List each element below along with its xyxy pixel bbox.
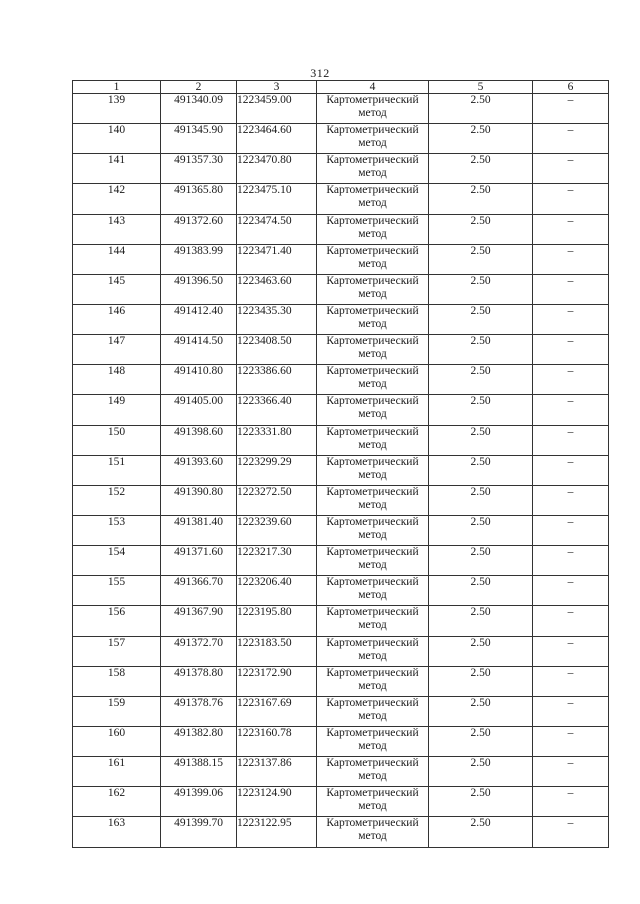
point-number: 156	[73, 606, 161, 636]
coordinate-x: 491345.90	[161, 124, 237, 154]
accuracy-value: 2.50	[429, 365, 533, 395]
method-cell	[317, 154, 429, 184]
header-col-1: 1	[73, 81, 161, 94]
note-dash: –	[533, 576, 609, 606]
method-line-1: Картометрический	[326, 606, 419, 619]
method-cell	[317, 304, 429, 334]
coordinate-y: 1223408.50	[237, 335, 317, 365]
point-number: 146	[73, 304, 161, 334]
point-number: 154	[73, 546, 161, 576]
note-dash: –	[533, 696, 609, 726]
method-line-1: Картометрический	[326, 94, 419, 106]
method-line-1: Картометрический	[326, 425, 419, 438]
method-line-1: Картометрический	[326, 244, 419, 257]
coordinate-y: 1223386.60	[237, 365, 317, 395]
table-row	[73, 787, 609, 817]
coordinate-x: 491378.76	[161, 696, 237, 726]
coordinate-x: 491390.80	[161, 485, 237, 515]
method-cell	[317, 365, 429, 395]
method-line-2: метод	[358, 438, 387, 451]
coordinate-x: 491405.00	[161, 395, 237, 425]
table-row	[73, 817, 609, 847]
note-dash: –	[533, 485, 609, 515]
accuracy-value: 2.50	[429, 485, 533, 515]
coordinate-y: 1223474.50	[237, 214, 317, 244]
accuracy-value: 2.50	[429, 546, 533, 576]
coordinate-y: 1223239.60	[237, 515, 317, 545]
table-row	[73, 696, 609, 726]
coordinate-x: 491378.80	[161, 666, 237, 696]
note-dash: –	[533, 606, 609, 636]
method-cell	[317, 666, 429, 696]
note-dash: –	[533, 425, 609, 455]
table-row	[73, 576, 609, 606]
accuracy-value: 2.50	[429, 726, 533, 756]
coordinate-x: 491396.50	[161, 274, 237, 304]
coordinate-y: 1223160.78	[237, 726, 317, 756]
point-number: 148	[73, 365, 161, 395]
point-number: 161	[73, 757, 161, 787]
table-row	[73, 395, 609, 425]
coordinate-y: 1223470.80	[237, 154, 317, 184]
coordinate-y: 1223172.90	[237, 666, 317, 696]
method-line-2: метод	[358, 679, 387, 692]
note-dash: –	[533, 335, 609, 365]
coordinate-y: 1223475.10	[237, 184, 317, 214]
table-row	[73, 214, 609, 244]
header-col-4: 4	[317, 81, 429, 94]
method-line-1: Картометрический	[326, 666, 419, 679]
coordinate-x: 491399.70	[161, 817, 237, 847]
note-dash: –	[533, 304, 609, 334]
method-line-2: метод	[358, 348, 387, 361]
method-line-1: Картометрический	[326, 214, 419, 227]
coordinate-x: 491383.99	[161, 244, 237, 274]
coordinate-x: 491381.40	[161, 515, 237, 545]
method-line-1: Картометрический	[326, 636, 419, 649]
note-dash: –	[533, 455, 609, 485]
coordinate-y: 1223464.60	[237, 124, 317, 154]
note-dash: –	[533, 395, 609, 425]
method-cell	[317, 757, 429, 787]
table-row	[73, 154, 609, 184]
accuracy-value: 2.50	[429, 184, 533, 214]
point-number: 147	[73, 335, 161, 365]
method-line-1: Картометрический	[326, 576, 419, 589]
method-line-2: метод	[358, 107, 387, 119]
note-dash: –	[533, 787, 609, 817]
coordinate-y: 1223206.40	[237, 576, 317, 606]
table-row	[73, 726, 609, 756]
note-dash: –	[533, 154, 609, 184]
point-number: 155	[73, 576, 161, 606]
method-line-2: метод	[358, 739, 387, 752]
table-body	[73, 94, 609, 848]
table-header	[73, 81, 609, 94]
note-dash: –	[533, 757, 609, 787]
method-cell	[317, 184, 429, 214]
method-cell	[317, 214, 429, 244]
table-row	[73, 274, 609, 304]
method-line-1: Картометрический	[326, 184, 419, 197]
accuracy-value: 2.50	[429, 214, 533, 244]
method-line-1: Картометрический	[326, 817, 419, 830]
method-line-1: Картометрический	[326, 274, 419, 287]
accuracy-value: 2.50	[429, 154, 533, 184]
point-number: 153	[73, 515, 161, 545]
note-dash: –	[533, 636, 609, 666]
coordinate-x: 491382.80	[161, 726, 237, 756]
coordinate-y: 1223299.29	[237, 455, 317, 485]
note-dash: –	[533, 546, 609, 576]
coordinate-y: 1223435.30	[237, 304, 317, 334]
coordinate-y: 1223124.90	[237, 787, 317, 817]
note-dash: –	[533, 726, 609, 756]
method-line-2: метод	[358, 287, 387, 300]
coordinate-x: 491371.60	[161, 546, 237, 576]
method-line-1: Картометрический	[326, 304, 419, 317]
table-row	[73, 515, 609, 545]
coordinate-x: 491366.70	[161, 576, 237, 606]
table-row	[73, 606, 609, 636]
accuracy-value: 2.50	[429, 817, 533, 847]
point-number: 149	[73, 395, 161, 425]
coordinate-y: 1223463.60	[237, 274, 317, 304]
accuracy-value: 2.50	[429, 94, 533, 124]
method-line-1: Картометрический	[326, 335, 419, 348]
note-dash: –	[533, 214, 609, 244]
method-cell	[317, 515, 429, 545]
method-line-1: Картометрический	[326, 515, 419, 528]
accuracy-value: 2.50	[429, 335, 533, 365]
point-number: 145	[73, 274, 161, 304]
method-cell	[317, 395, 429, 425]
method-cell	[317, 244, 429, 274]
coordinate-x: 491398.60	[161, 425, 237, 455]
coordinate-x: 491365.80	[161, 184, 237, 214]
accuracy-value: 2.50	[429, 244, 533, 274]
table-row	[73, 335, 609, 365]
coordinate-y: 1223331.80	[237, 425, 317, 455]
table-row	[73, 244, 609, 274]
coordinate-x: 491393.60	[161, 455, 237, 485]
accuracy-value: 2.50	[429, 696, 533, 726]
point-number: 152	[73, 485, 161, 515]
method-line-2: метод	[358, 709, 387, 722]
note-dash: –	[533, 94, 609, 124]
note-dash: –	[533, 274, 609, 304]
coordinate-y: 1223137.86	[237, 757, 317, 787]
coordinate-x: 491410.80	[161, 365, 237, 395]
method-cell	[317, 124, 429, 154]
coordinate-y: 1223459.00	[237, 94, 317, 124]
table-row	[73, 666, 609, 696]
accuracy-value: 2.50	[429, 515, 533, 545]
method-line-2: метод	[358, 137, 387, 150]
table-row	[73, 636, 609, 666]
coordinate-y: 1223272.50	[237, 485, 317, 515]
point-number: 162	[73, 787, 161, 817]
table-row	[73, 425, 609, 455]
coordinate-x: 491388.15	[161, 757, 237, 787]
table-row	[73, 184, 609, 214]
accuracy-value: 2.50	[429, 304, 533, 334]
method-line-1: Картометрический	[326, 455, 419, 468]
method-line-2: метод	[358, 589, 387, 602]
point-number: 163	[73, 817, 161, 847]
table-row	[73, 455, 609, 485]
point-number: 140	[73, 124, 161, 154]
point-number: 139	[73, 94, 161, 124]
method-cell	[317, 726, 429, 756]
header-col-3: 3	[237, 81, 317, 94]
method-line-2: метод	[358, 559, 387, 572]
point-number: 144	[73, 244, 161, 274]
coordinates-table	[72, 80, 609, 848]
table-row	[73, 546, 609, 576]
coordinate-x: 491367.90	[161, 606, 237, 636]
method-line-2: метод	[358, 317, 387, 330]
method-cell	[317, 696, 429, 726]
header-col-6: 6	[533, 81, 609, 94]
coordinate-x: 491340.09	[161, 94, 237, 124]
header-col-5: 5	[429, 81, 533, 94]
method-cell	[317, 817, 429, 847]
accuracy-value: 2.50	[429, 274, 533, 304]
method-cell	[317, 335, 429, 365]
table-row	[73, 757, 609, 787]
coordinate-x: 491412.40	[161, 304, 237, 334]
method-line-1: Картометрический	[326, 365, 419, 378]
method-line-2: метод	[358, 498, 387, 511]
method-line-2: метод	[358, 197, 387, 210]
method-cell	[317, 455, 429, 485]
method-line-2: метод	[358, 619, 387, 632]
accuracy-value: 2.50	[429, 606, 533, 636]
coordinate-x: 491372.60	[161, 214, 237, 244]
method-line-1: Картометрический	[326, 395, 419, 408]
method-line-2: метод	[358, 528, 387, 541]
coordinate-x: 491372.70	[161, 636, 237, 666]
accuracy-value: 2.50	[429, 666, 533, 696]
coordinate-y: 1223366.40	[237, 395, 317, 425]
table-row	[73, 94, 609, 124]
point-number: 142	[73, 184, 161, 214]
table-row	[73, 485, 609, 515]
method-line-1: Картометрический	[326, 696, 419, 709]
method-cell	[317, 606, 429, 636]
coordinate-y: 1223471.40	[237, 244, 317, 274]
method-line-2: метод	[358, 649, 387, 662]
accuracy-value: 2.50	[429, 124, 533, 154]
note-dash: –	[533, 365, 609, 395]
coordinate-x: 491357.30	[161, 154, 237, 184]
point-number: 157	[73, 636, 161, 666]
method-line-1: Картометрический	[326, 787, 419, 800]
note-dash: –	[533, 666, 609, 696]
coordinate-y: 1223167.69	[237, 696, 317, 726]
point-number: 160	[73, 726, 161, 756]
coordinate-x: 491399.06	[161, 787, 237, 817]
point-number: 141	[73, 154, 161, 184]
coordinate-y: 1223195.80	[237, 606, 317, 636]
method-cell	[317, 274, 429, 304]
method-line-2: метод	[358, 378, 387, 391]
note-dash: –	[533, 515, 609, 545]
method-line-2: метод	[358, 830, 387, 843]
method-line-2: метод	[358, 408, 387, 421]
method-line-1: Картометрический	[326, 726, 419, 739]
accuracy-value: 2.50	[429, 455, 533, 485]
table-row	[73, 365, 609, 395]
note-dash: –	[533, 124, 609, 154]
accuracy-value: 2.50	[429, 787, 533, 817]
method-line-1: Картометрический	[326, 124, 419, 137]
method-line-2: метод	[358, 257, 387, 270]
point-number: 159	[73, 696, 161, 726]
method-line-1: Картометрический	[326, 546, 419, 559]
accuracy-value: 2.50	[429, 757, 533, 787]
header-row	[73, 81, 609, 94]
accuracy-value: 2.50	[429, 425, 533, 455]
method-cell	[317, 636, 429, 666]
method-line-2: метод	[358, 468, 387, 481]
point-number: 151	[73, 455, 161, 485]
accuracy-value: 2.50	[429, 395, 533, 425]
method-cell	[317, 485, 429, 515]
note-dash: –	[533, 244, 609, 274]
header-col-2: 2	[161, 81, 237, 94]
coordinate-y: 1223183.50	[237, 636, 317, 666]
method-line-2: метод	[358, 800, 387, 813]
accuracy-value: 2.50	[429, 576, 533, 606]
method-line-2: метод	[358, 227, 387, 240]
method-cell	[317, 546, 429, 576]
method-line-2: метод	[358, 770, 387, 783]
point-number: 143	[73, 214, 161, 244]
method-line-1: Картометрический	[326, 154, 419, 167]
table-row	[73, 304, 609, 334]
page-number: 312	[310, 66, 330, 80]
coordinate-y: 1223217.30	[237, 546, 317, 576]
accuracy-value: 2.50	[429, 636, 533, 666]
coordinate-y: 1223122.95	[237, 817, 317, 847]
method-line-2: метод	[358, 167, 387, 180]
method-line-1: Картометрический	[326, 485, 419, 498]
point-number: 158	[73, 666, 161, 696]
coordinate-x: 491414.50	[161, 335, 237, 365]
table-row	[73, 124, 609, 154]
note-dash: –	[533, 184, 609, 214]
point-number: 150	[73, 425, 161, 455]
method-cell	[317, 576, 429, 606]
method-cell	[317, 425, 429, 455]
method-cell	[317, 787, 429, 817]
note-dash: –	[533, 817, 609, 847]
method-cell	[317, 94, 429, 124]
method-line-1: Картометрический	[326, 757, 419, 770]
